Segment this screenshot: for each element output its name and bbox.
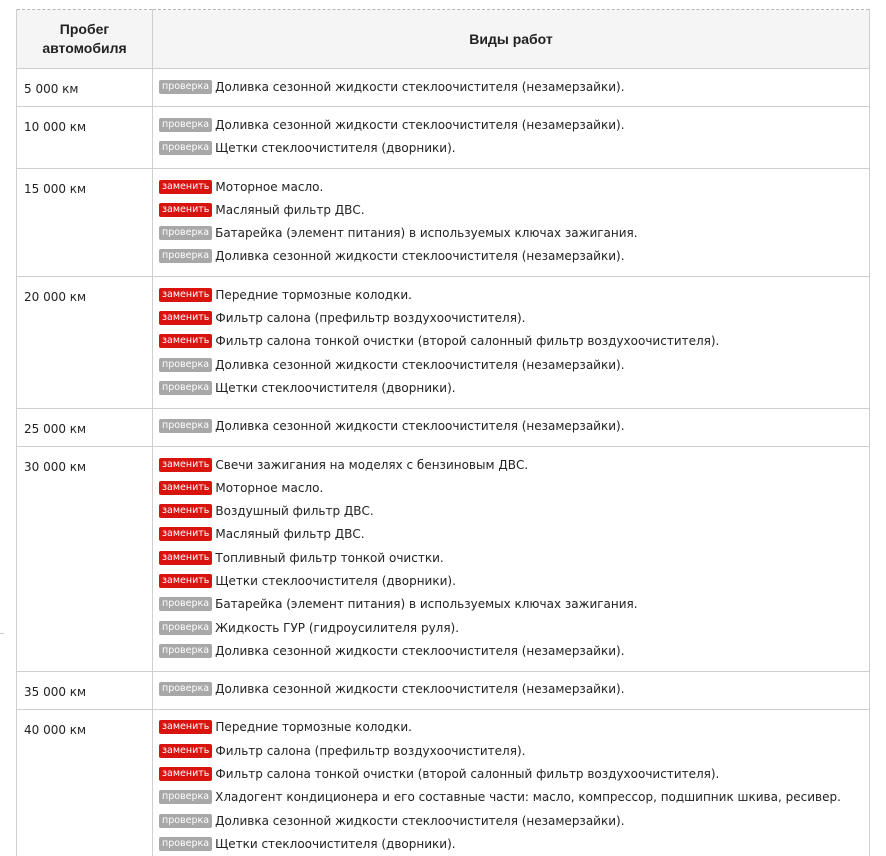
works-cell <box>153 446 870 671</box>
mileage-cell: 40 000 км <box>17 709 153 856</box>
check-badge: проверка <box>159 118 212 132</box>
replace-badge: заменить <box>159 334 212 348</box>
work-item <box>159 593 869 616</box>
works-cell <box>153 168 870 276</box>
mileage-cell: 25 000 км <box>17 408 153 446</box>
replace-badge: заменить <box>159 311 212 325</box>
work-item <box>159 376 869 399</box>
work-item <box>159 221 869 244</box>
work-item <box>159 762 869 785</box>
works-header-label: Виды работ <box>469 30 553 47</box>
work-item-text: Щетки стеклоочистителя (дворники). <box>215 573 456 588</box>
check-badge: проверка <box>159 814 212 828</box>
work-item-text: Моторное масло. <box>215 480 324 495</box>
table-header-row <box>17 10 870 69</box>
replace-badge: заменить <box>159 551 212 565</box>
work-item <box>159 616 869 639</box>
table-row <box>17 168 870 276</box>
work-item-text: Свечи зажигания на моделях с бензиновым ДВС. <box>215 457 529 472</box>
work-item <box>159 476 869 499</box>
check-badge: проверка <box>159 358 212 372</box>
check-badge: проверка <box>159 621 212 635</box>
work-item <box>159 198 869 221</box>
work-item-text: Доливка сезонной жидкости стеклоочистителя (незамерзайки). <box>215 79 625 94</box>
work-item-text: Фильтр салона (префильтр воздухоочистителя). <box>215 743 526 758</box>
work-item-text: Воздушный фильтр ДВС. <box>215 504 374 519</box>
mileage-cell: 35 000 км <box>17 671 153 709</box>
works-column-header <box>153 10 870 69</box>
work-item-text: Доливка сезонной жидкости стеклоочистителя (незамерзайки). <box>215 682 625 697</box>
check-badge: проверка <box>159 80 212 94</box>
work-item-text: Доливка сезонной жидкости стеклоочистителя (незамерзайки). <box>215 813 625 828</box>
maintenance-schedule-table <box>16 9 870 856</box>
work-item <box>159 353 869 376</box>
works-cell <box>153 277 870 408</box>
work-item <box>159 283 869 306</box>
check-badge: проверка <box>159 381 212 395</box>
work-item <box>159 245 869 268</box>
work-item-text: Доливка сезонной жидкости стеклоочистителя (незамерзайки). <box>215 249 625 264</box>
work-item-text: Топливный фильтр тонкой очистки. <box>215 550 444 565</box>
work-item <box>159 499 869 522</box>
mileage-header-label: Пробег автомобиля <box>42 21 127 56</box>
work-item-text: Моторное масло. <box>215 179 324 194</box>
work-item-text: Передние тормозные колодки. <box>215 287 412 302</box>
work-item-text: Масляный фильтр ДВС. <box>215 202 365 217</box>
work-item-text: Щетки стеклоочистителя (дворники). <box>215 836 456 851</box>
work-item <box>159 113 869 136</box>
works-cell <box>153 671 870 709</box>
table-body <box>17 69 870 856</box>
work-item-text: Батарейка (элемент питания) в используемых ключах зажигания. <box>215 226 638 241</box>
work-item <box>159 330 869 353</box>
check-badge: проверка <box>159 597 212 611</box>
work-item <box>159 546 869 569</box>
check-badge: проверка <box>159 419 212 433</box>
works-cell <box>153 709 870 856</box>
table-row <box>17 671 870 709</box>
replace-badge: заменить <box>159 481 212 495</box>
work-item <box>159 75 869 98</box>
works-cell <box>153 408 870 446</box>
check-badge: проверка <box>159 249 212 263</box>
table-row <box>17 446 870 671</box>
check-badge: проверка <box>159 790 212 804</box>
work-item-text: Доливка сезонной жидкости стеклоочистителя (незамерзайки). <box>215 643 625 658</box>
work-item-text: Передние тормозные колодки. <box>215 720 412 735</box>
mileage-column-header <box>17 10 153 69</box>
work-item-text: Фильтр салона (префильтр воздухоочистителя). <box>215 311 526 326</box>
work-item-text: Фильтр салона тонкой очистки (второй салонный фильтр воздухоочистителя). <box>215 334 720 349</box>
work-item-text: Жидкость ГУР (гидроусилителя руля). <box>215 620 460 635</box>
work-item <box>159 569 869 592</box>
works-cell <box>153 69 870 107</box>
work-item <box>159 306 869 329</box>
replace-badge: заменить <box>159 458 212 472</box>
work-item <box>159 453 869 476</box>
replace-badge: заменить <box>159 180 212 194</box>
replace-badge: заменить <box>159 288 212 302</box>
work-item-text: Щетки стеклоочистителя (дворники). <box>215 141 456 156</box>
replace-badge: заменить <box>159 203 212 217</box>
table-row <box>17 408 870 446</box>
work-item <box>159 832 869 855</box>
work-item <box>159 639 869 662</box>
work-item <box>159 786 869 809</box>
table-row <box>17 277 870 408</box>
mileage-cell: 15 000 км <box>17 168 153 276</box>
divider <box>0 633 4 634</box>
work-item <box>159 809 869 832</box>
work-item-text: Доливка сезонной жидкости стеклоочистителя (незамерзайки). <box>215 419 625 434</box>
table-row <box>17 709 870 856</box>
works-cell <box>153 107 870 169</box>
replace-badge: заменить <box>159 720 212 734</box>
work-item-text: Доливка сезонной жидкости стеклоочистителя (незамерзайки). <box>215 357 625 372</box>
work-item <box>159 523 869 546</box>
work-item-text: Масляный фильтр ДВС. <box>215 527 365 542</box>
work-item <box>159 175 869 198</box>
mileage-cell: 20 000 км <box>17 277 153 408</box>
replace-badge: заменить <box>159 767 212 781</box>
replace-badge: заменить <box>159 744 212 758</box>
work-item-text: Щетки стеклоочистителя (дворники). <box>215 380 456 395</box>
check-badge: проверка <box>159 141 212 155</box>
work-item <box>159 678 869 701</box>
mileage-cell: 30 000 км <box>17 446 153 671</box>
work-item <box>159 716 869 739</box>
work-item <box>159 415 869 438</box>
replace-badge: заменить <box>159 504 212 518</box>
table-row <box>17 69 870 107</box>
work-item-text: Хладогент кондиционера и его составные части: масло, компрессор, подшипник шкива, ресивер. <box>215 790 841 805</box>
work-item <box>159 137 869 160</box>
check-badge: проверка <box>159 644 212 658</box>
replace-badge: заменить <box>159 527 212 541</box>
work-item-text: Батарейка (элемент питания) в используемых ключах зажигания. <box>215 597 638 612</box>
mileage-cell: 5 000 км <box>17 69 153 107</box>
table-row <box>17 107 870 169</box>
check-badge: проверка <box>159 682 212 696</box>
mileage-cell: 10 000 км <box>17 107 153 169</box>
check-badge: проверка <box>159 226 212 240</box>
replace-badge: заменить <box>159 574 212 588</box>
check-badge: проверка <box>159 837 212 851</box>
work-item-text: Доливка сезонной жидкости стеклоочистителя (незамерзайки). <box>215 117 625 132</box>
work-item-text: Фильтр салона тонкой очистки (второй салонный фильтр воздухоочистителя). <box>215 767 720 782</box>
work-item <box>159 739 869 762</box>
